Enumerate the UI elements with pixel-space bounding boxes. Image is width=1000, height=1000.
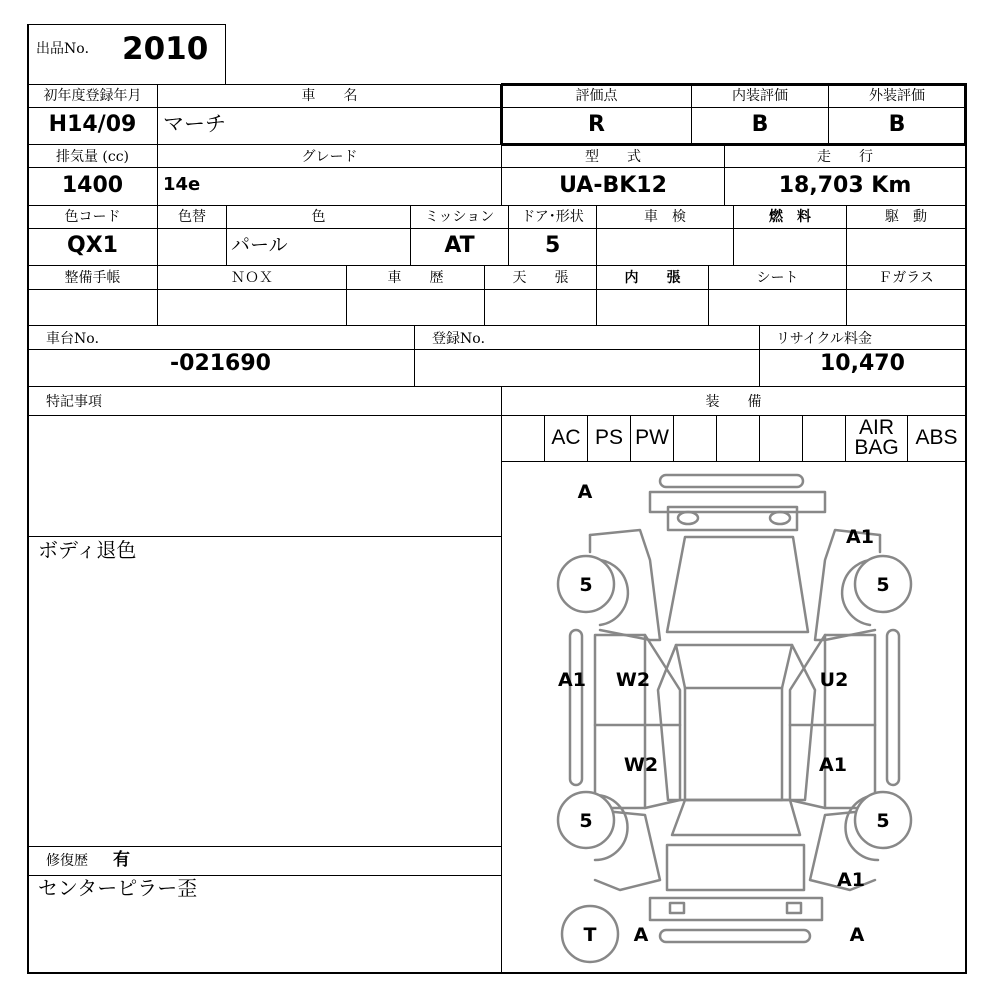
roof-shape — [685, 688, 782, 800]
chassis-number-label: 車台No． — [46, 331, 109, 347]
seat-label: シート — [756, 270, 799, 286]
mark-tire-front-right: 5 — [876, 574, 890, 596]
right-side-sill — [887, 630, 899, 785]
front-bumper-shape — [660, 475, 803, 487]
repair-history-value: 有 — [113, 850, 130, 870]
right-doors — [790, 635, 875, 808]
tail-lamp-right — [787, 903, 801, 913]
color-label: 色 — [311, 209, 326, 225]
mark-left-sill: A1 — [558, 669, 586, 691]
mileage-value: 18,703 Km — [778, 173, 912, 198]
mark-tire-front-left: 5 — [579, 574, 593, 596]
mark-right-rear-fender: A1 — [837, 869, 865, 891]
lot-number-value: 2010 — [122, 31, 209, 67]
car-name-label: 車 名 — [301, 88, 358, 104]
interior-trim-label: 内 張 — [624, 270, 681, 286]
recolor-label: 色替 — [178, 209, 206, 225]
headlight-left — [678, 512, 698, 524]
car-name-value: マーチ — [163, 112, 226, 136]
registration-number-label: 登録No． — [432, 331, 495, 347]
lot-number-label: 出品No． — [36, 41, 99, 57]
mark-tire-rear-left: 5 — [579, 810, 593, 832]
equip-ps: PS — [594, 426, 623, 449]
nox-label: ＮＯＸ — [231, 270, 273, 286]
mark-tire-rear-right: 5 — [876, 810, 890, 832]
fuel-label: 燃 料 — [769, 209, 811, 225]
trunk-lid — [667, 845, 804, 890]
inspection-label: 車 検 — [644, 209, 686, 225]
rear-panel — [650, 898, 822, 920]
mark-left-rear-door: W2 — [623, 754, 659, 776]
roof-lining-label: 天 張 — [512, 270, 569, 286]
hood-shape — [667, 537, 808, 632]
color-value: パール — [231, 234, 288, 256]
interior-grade-label: 内装評価 — [732, 88, 788, 104]
color-code-label: 色コード — [64, 209, 121, 225]
door-shape-label: ドア･形状 — [521, 209, 584, 225]
grade-label: グレード — [301, 149, 358, 165]
repair-history-label: 修復歴 — [46, 853, 88, 869]
equip-ac: AC — [551, 426, 581, 449]
transmission-value: AT — [444, 233, 475, 258]
vehicle-history-label: 車 歴 — [387, 270, 444, 286]
drive-label: 駆 動 — [885, 209, 927, 225]
color-code-value: QX1 — [67, 233, 118, 258]
transmission-label: ミッション — [424, 209, 495, 225]
model-code-value: UA-BK12 — [559, 173, 667, 198]
recycle-fee-label: リサイクル料金 — [776, 331, 873, 347]
recycle-fee-value: 10,470 — [820, 351, 905, 376]
displacement-value: 1400 — [61, 173, 124, 198]
score-label: 評価点 — [575, 88, 618, 104]
equip-airbag: AIR BAG — [854, 416, 899, 459]
front-glass-label: Ｆガラス — [878, 270, 934, 286]
first-registration-value: H14/09 — [48, 112, 137, 137]
mark-rear-bumper-left: A — [633, 924, 649, 946]
interior-grade-value: B — [751, 112, 769, 137]
equip-pw: PW — [635, 426, 669, 449]
equipment-label: 装 備 — [705, 394, 762, 410]
tail-lamp-left — [670, 903, 684, 913]
special-note-line: ボディ退色 — [38, 538, 137, 562]
mark-right-front-fender: A1 — [846, 526, 874, 548]
special-notes-label: 特記事項 — [46, 394, 102, 410]
headlight-right — [770, 512, 790, 524]
mark-right-rear-door: A1 — [819, 754, 847, 776]
front-panel-shape — [668, 507, 797, 530]
mark-right-front-door: U2 — [819, 669, 849, 691]
exterior-grade-label: 外装評価 — [869, 88, 925, 104]
equip-abs: ABS — [915, 426, 958, 449]
mark-front-bumper: A — [577, 481, 593, 503]
front-grille-shape — [650, 492, 825, 512]
first-registration-label: 初年度登録年月 — [43, 88, 142, 104]
rear-bumper-shape — [660, 930, 810, 942]
left-side-sill — [570, 630, 582, 785]
grade-value: 14e — [163, 174, 201, 195]
exterior-grade-value: B — [888, 112, 906, 137]
score-value: R — [588, 112, 605, 137]
chassis-number-value: -021690 — [170, 351, 271, 376]
mileage-label: 走 行 — [817, 149, 873, 165]
rear-window — [672, 800, 800, 835]
pillar-lines — [676, 645, 792, 688]
mark-spare-tire: T — [583, 924, 597, 946]
displacement-label: 排気量 (cc) — [55, 149, 130, 165]
door-shape-value: 5 — [545, 233, 561, 258]
mark-rear-bumper-right: A — [849, 924, 865, 946]
repair-note-line: センターピラー歪 — [38, 876, 198, 900]
mark-left-front-door: W2 — [615, 669, 651, 691]
model-code-label: 型 式 — [585, 149, 641, 165]
damage-marks — [558, 481, 890, 946]
service-manual-label: 整備手帳 — [64, 270, 121, 286]
tire-circles — [558, 556, 911, 962]
